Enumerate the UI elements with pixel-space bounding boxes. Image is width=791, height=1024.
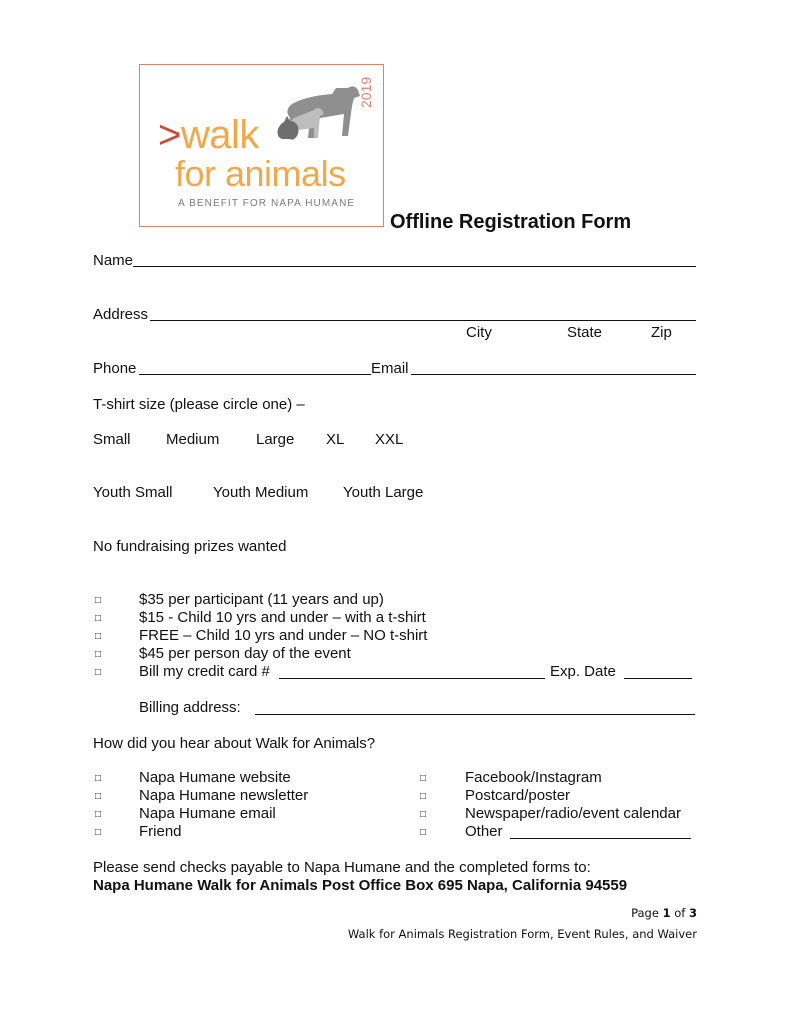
fee-option: $35 per participant (11 years and up) (139, 591, 384, 608)
size-option[interactable]: Youth Medium (213, 484, 309, 501)
size-option[interactable]: Youth Small (93, 484, 173, 501)
hear-option: Other (465, 823, 503, 840)
hear-prompt: How did you hear about Walk for Animals? (93, 735, 376, 752)
billing-address-label: Billing address: (139, 699, 241, 716)
hear-option: Facebook/Instagram (465, 769, 602, 786)
logo-tagline: A BENEFIT FOR NAPA HUMANE (178, 198, 356, 209)
checkbox[interactable]: □ (420, 809, 427, 820)
name-field[interactable] (133, 266, 696, 267)
exp-date-label: Exp. Date (550, 663, 616, 680)
fee-option: $45 per person day of the event (139, 645, 351, 662)
page-number (631, 906, 697, 920)
size-option[interactable]: Medium (166, 431, 220, 448)
size-option[interactable]: XL (326, 431, 345, 448)
address-label: Address (93, 306, 149, 323)
page-current: 1 (662, 906, 671, 920)
fee-option: $15 - Child 10 yrs and under – with a t-shirt (139, 609, 426, 626)
checkbox[interactable]: □ (95, 809, 102, 820)
page-of: of (670, 906, 689, 920)
zip-label: Zip (651, 324, 672, 341)
footer-doc-title: Walk for Animals Registration Form, Event Rules, and Waiver (347, 927, 697, 941)
no-prizes-text: No fundraising prizes wanted (93, 538, 287, 555)
checkbox[interactable]: □ (95, 791, 102, 802)
hear-option: Napa Humane email (139, 805, 276, 822)
credit-card-field[interactable] (279, 678, 545, 679)
fee-option: Bill my credit card # (139, 663, 270, 680)
checkbox[interactable]: □ (95, 773, 102, 784)
state-label: State (567, 324, 603, 341)
other-field[interactable] (510, 838, 691, 839)
form-title: Offline Registration Form (390, 211, 632, 233)
checkbox[interactable]: □ (420, 827, 427, 838)
exp-date-field[interactable] (624, 678, 692, 679)
checkbox[interactable]: □ (95, 613, 102, 624)
logo-walk-word: walk (180, 113, 259, 157)
checkbox[interactable]: □ (95, 827, 102, 838)
size-option[interactable]: Small (93, 431, 131, 448)
email-field[interactable] (411, 374, 696, 375)
dog-cat-silhouette-icon (262, 82, 362, 156)
hear-option: Newspaper/radio/event calendar (465, 805, 681, 822)
send-note: Please send checks payable to Napa Humane and the completed forms to: (93, 859, 591, 876)
hear-option: Friend (139, 823, 182, 840)
size-option[interactable]: Large (256, 431, 295, 448)
email-label: Email (371, 360, 409, 377)
page-total: 3 (688, 906, 697, 920)
checkbox[interactable]: □ (420, 791, 427, 802)
address-field[interactable] (150, 320, 696, 321)
checkbox[interactable]: □ (95, 649, 102, 660)
checkbox[interactable]: □ (95, 595, 102, 606)
city-label: City (466, 324, 492, 341)
phone-label: Phone (93, 360, 137, 377)
hear-option: Napa Humane website (139, 769, 291, 786)
logo-for-animals-text: for animals (175, 153, 346, 194)
checkbox[interactable]: □ (420, 773, 427, 784)
checkbox[interactable]: □ (95, 631, 102, 642)
checkbox[interactable]: □ (95, 667, 102, 678)
logo-walk-text: >walk (158, 113, 259, 157)
fee-option: FREE – Child 10 yrs and under – NO t-shirt (139, 627, 428, 644)
page-prefix: Page (631, 906, 663, 920)
billing-address-field[interactable] (255, 714, 695, 715)
size-option[interactable]: XXL (375, 431, 404, 448)
logo-year: 2019 (358, 76, 374, 108)
phone-field[interactable] (139, 374, 371, 375)
hear-option: Postcard/poster (465, 787, 571, 804)
hear-option: Napa Humane newsletter (139, 787, 309, 804)
name-label: Name (93, 252, 134, 269)
size-option[interactable]: Youth Large (343, 484, 424, 501)
mailing-address: Napa Humane Walk for Animals Post Office Box 695 Napa, California 94559 (93, 877, 628, 894)
tshirt-prompt: T-shirt size (please circle one) – (93, 396, 305, 413)
